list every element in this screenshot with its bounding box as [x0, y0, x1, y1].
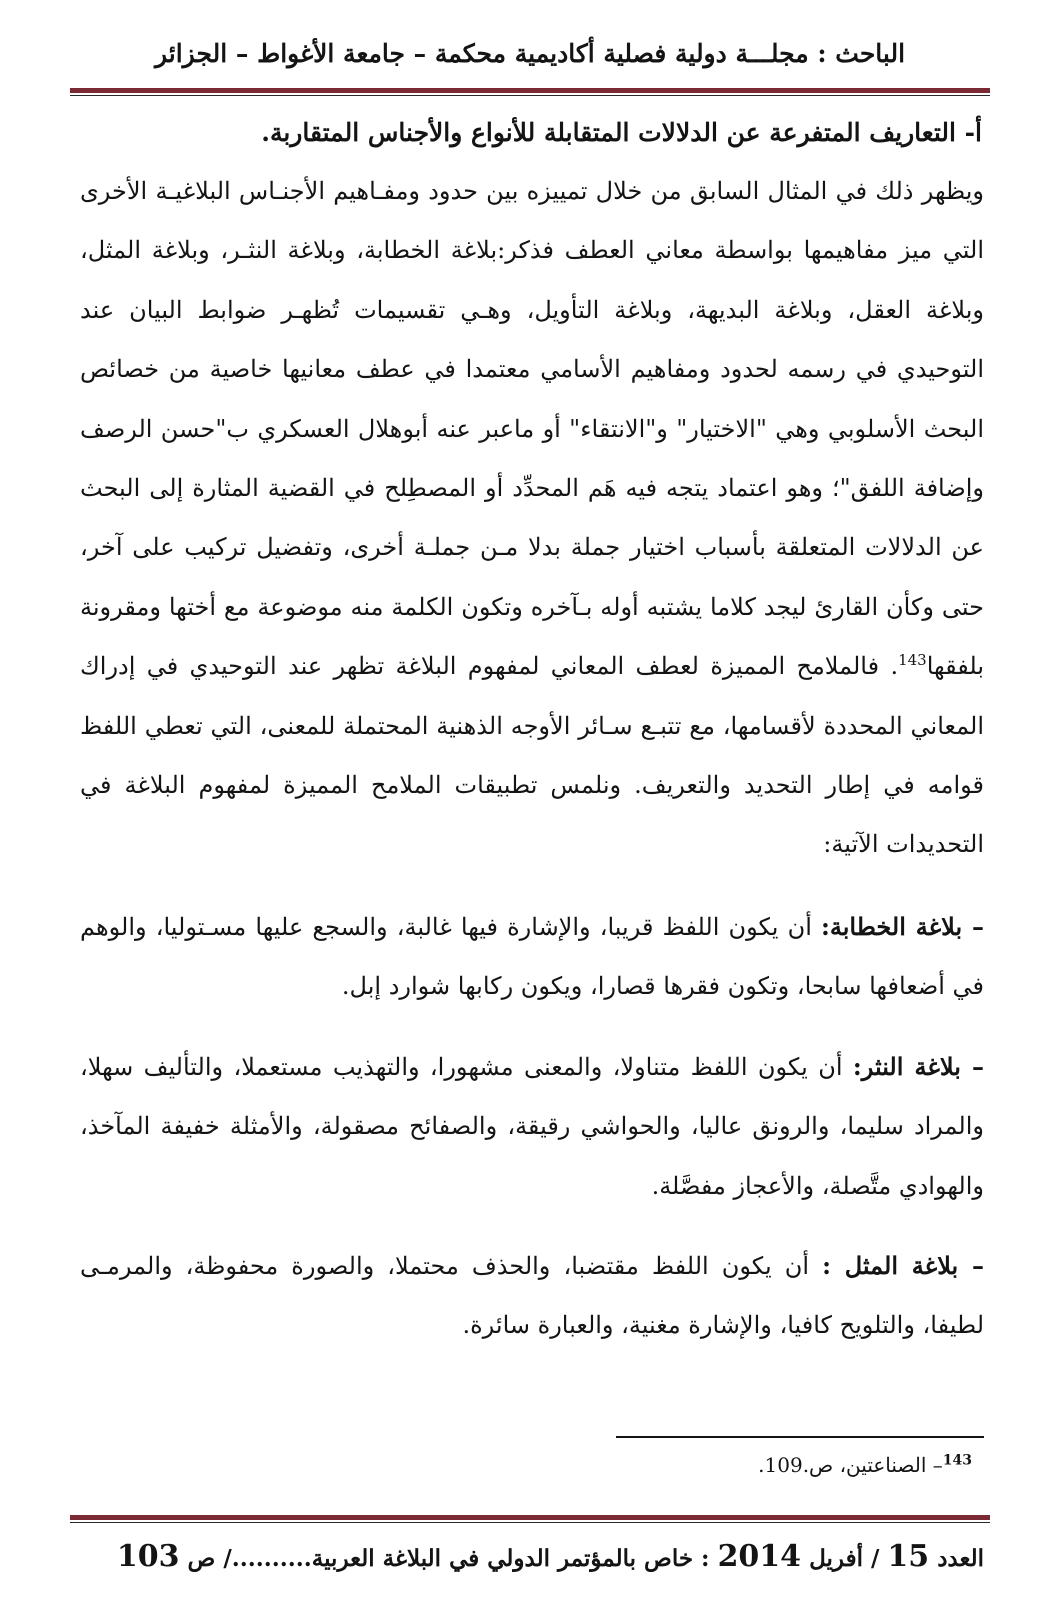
- journal-header-title: الباحث : مجلـــة دولية فصلية أكاديمية محكمة – جامعة الأغواط – الجزائر: [154, 39, 906, 68]
- footer-rule-thin: [70, 1522, 990, 1523]
- footer-year: 2014: [717, 1539, 802, 1574]
- section-heading: أ- التعاريف المتفرعة عن الدلالات المتقابلة للأنواع والأجناس المتقاربة.: [261, 118, 982, 147]
- footnote-number: 143: [942, 1452, 972, 1469]
- header-rule-thick: [70, 88, 990, 93]
- footer-issue-label: العدد: [937, 1545, 984, 1572]
- bullet-rhetoric-prose: [80, 1037, 984, 1216]
- bullet-label: – بلاغة النثر:: [852, 1051, 984, 1081]
- footer-month: أفريل: [809, 1545, 863, 1572]
- footer-rule: [70, 1515, 990, 1523]
- page-footer: [76, 1530, 984, 1586]
- bullet-text: أن يكون اللفظ متناولا، والمعنى مشهورا، والتهذيب مستعملا، والتأليف سهلا، والمراد سليما، والرونق عاليا، والحواشي رقيقة، والصفائح مصقولة، والأمثلة خفيفة المآخذ، والهوادي متَّصلة، والأعجاز مفصَّلة.: [80, 1052, 984, 1200]
- page-number: 103: [116, 1539, 180, 1574]
- main-paragraph: [80, 162, 984, 875]
- bullet-label: – بلاغة المثل :: [822, 1250, 984, 1280]
- footer-separator: /: [871, 1545, 880, 1572]
- bullet-text: أن يكون اللفظ مقتضبا، والحذف محتملا، والصورة محفوظة، والمرمـى لطيفا، والتلويح كافيا، والإشارة مغنية، والعبارة سائرة.: [80, 1251, 984, 1340]
- footnote: [758, 1446, 972, 1484]
- bullet-text: أن يكون اللفظ قريبا، والإشارة فيها غالبة، والسجع عليها مسـتوليا، والوهم في أضعافها سابحا، وتكون فقرها قصارا، ويكون ركابها شوارد إبل.: [80, 912, 984, 1001]
- footnote-separator: [616, 1436, 984, 1438]
- footer-rule-thick: [70, 1515, 990, 1520]
- paragraph-text-before-ref: ويظهر ذلك في المثال السابق من خلال تمييزه بين حدود ومفـاهيم الأجنـاس البلاغيـة الأخرى التي ميز مفاهيمها بواسطة معاني العطف فذكر:بلاغة الخطابة، وبلاغة النثـر، وبلاغة المثل، وبلاغة العقل، وبلاغة البديهة، وبلاغة التأويل، وهـي تقسيمات تُظهـر ضوابط البيان عند التوحيدي في رسمه لحدود ومفاهيم الأسامي معتمدا في عطف معانيها خاصية من خصائص البحث الأسلوبي وهي "الاختيار" و"الانتقاء" أو ماعبر عنه أبوهلال العسكري ب"حسن الرصف وإضافة اللفق"؛ وهو اعتماد يتجه فيه هَم المحدِّد أو المصطِلح في القضية المثارة إلى البحث عن الدلالات المتعلقة بأسباب اختيار جملة بدلا مـن جملـة أخرى، وتفضيل تركيب على آخر، حتى وكأن القارئ ليجد كلاما يشتبه أوله بـآخره وتكون الكلمة منه موضوعة مع أختها ومقرونة بلفقها: [80, 177, 985, 681]
- bullet-rhetoric-proverb: [80, 1236, 984, 1356]
- header-rule: [70, 88, 990, 96]
- footer-special-text: : خاص بالمؤتمر الدولي في البلاغة العربية........../ ص: [187, 1545, 710, 1572]
- footnote-reference: 143: [898, 651, 927, 670]
- footnote-text: – الصناعتين، ص.109.: [758, 1453, 943, 1477]
- bullet-rhetoric-oratory: [80, 897, 984, 1017]
- header-rule-thin: [70, 95, 990, 96]
- bullet-label: – بلاغة الخطابة:: [821, 911, 984, 941]
- page-body: [80, 104, 984, 1356]
- paragraph-text-after-ref: . فالملامح المميزة لعطف المعاني لمفهوم البلاغة تظهر عند التوحيدي في إدراك المعاني المحددة لأقسامها، مع تتبـع سـائر الأوجه الذهنية المحتملة للمعنى، التي تعطي اللفظ قوامه في إطار التحديد والتعريف. ونلمس تطبيقات الملامح المميزة لمفهوم البلاغة في التحديدات الآتية:: [80, 652, 984, 859]
- footer-issue-number: 15: [887, 1539, 930, 1574]
